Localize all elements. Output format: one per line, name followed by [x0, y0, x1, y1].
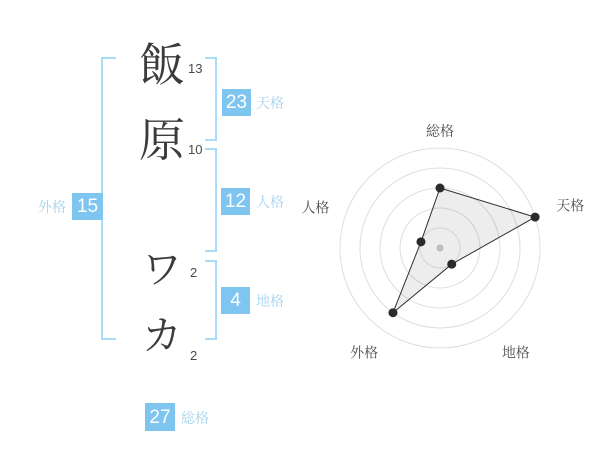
- radar-svg: [290, 100, 600, 380]
- gaikaku-bracket: [101, 57, 116, 340]
- radar-axis-label: 人格: [301, 199, 330, 216]
- stroke-count-1: 13: [188, 61, 203, 76]
- radar-axis-label: 地格: [501, 344, 530, 361]
- tenkaku-value-badge: 23: [222, 89, 251, 116]
- soukaku-label: 総格: [181, 410, 209, 426]
- name-char-1: 飯: [139, 39, 185, 91]
- tenkaku-bracket: [205, 57, 217, 141]
- jinkaku-value-badge: 12: [221, 188, 250, 215]
- soukaku-value-badge: 27: [145, 403, 175, 431]
- fortune-radar-chart: [290, 100, 600, 380]
- radar-axis-label: 外格: [350, 344, 379, 361]
- stroke-count-2: 10: [188, 142, 203, 157]
- name-char-2: 原: [139, 114, 185, 166]
- radar-axis-label: 天格: [556, 197, 585, 214]
- chikaku-bracket: [205, 260, 217, 340]
- jinkaku-label: 人格: [256, 194, 284, 210]
- stroke-count-3: 2: [190, 265, 198, 280]
- tenkaku-label: 天格: [256, 95, 284, 111]
- gaikaku-value-badge: 15: [72, 193, 103, 220]
- gaikaku-label: 外格: [38, 199, 66, 215]
- jinkaku-bracket: [205, 148, 217, 252]
- name-char-3: ワ: [142, 248, 182, 292]
- name-char-4: カ: [142, 314, 182, 358]
- radar-axis-label: 総格: [426, 123, 454, 139]
- chikaku-value-badge: 4: [221, 287, 250, 314]
- chikaku-label: 地格: [256, 293, 284, 309]
- stroke-count-4: 2: [190, 348, 198, 363]
